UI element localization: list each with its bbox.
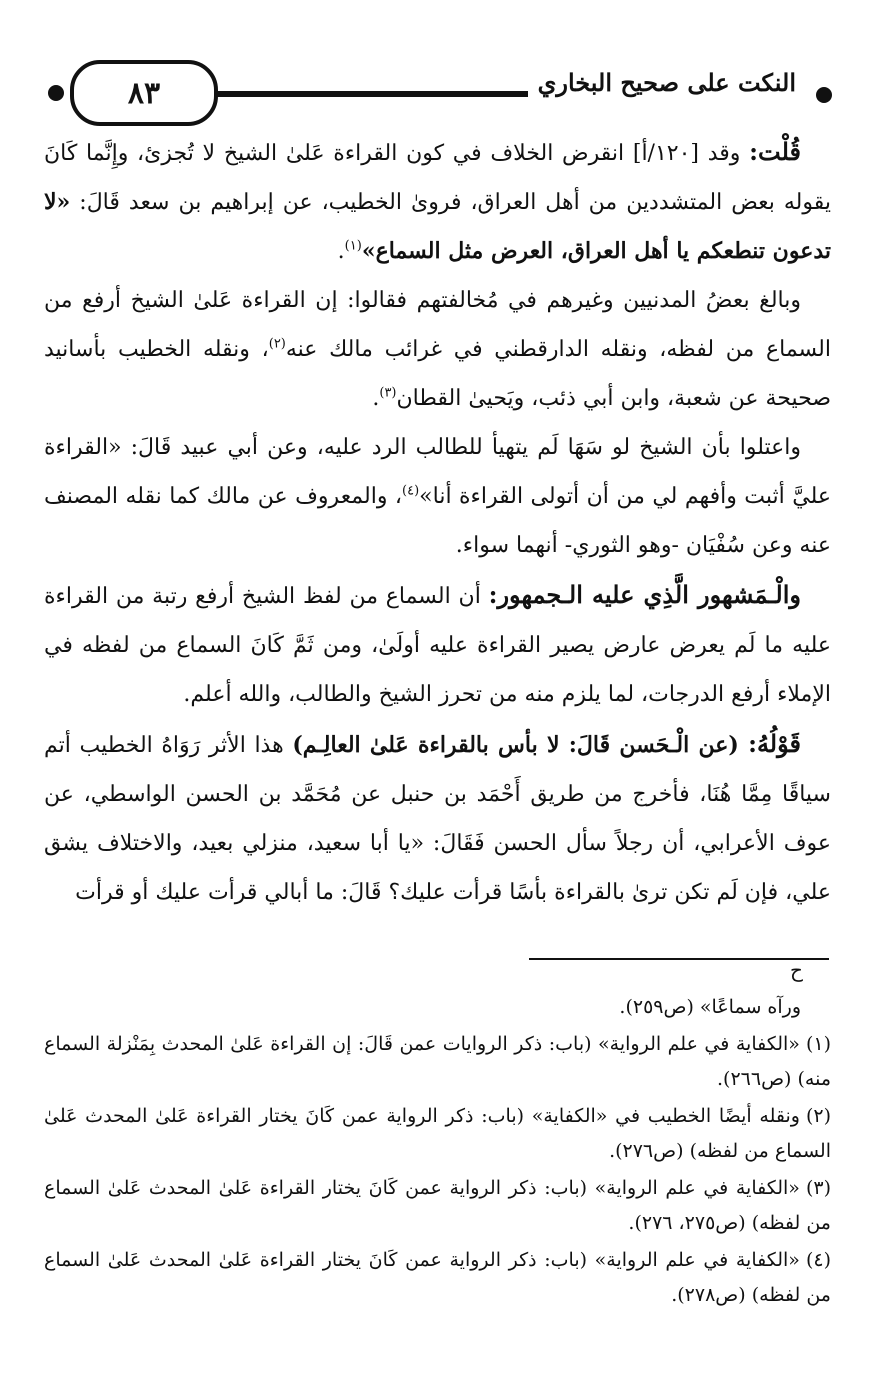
paragraph-5-text: هذا الأثر رَوَاهُ الخطيب أتم سياقًا مِمَّا هُنَا، فأخرج من طريق أَحْمَد بن حنبل عن مُحَمَّد بن الحسن الواسطي، عن عوف الأعرابي، أن رجلاً سأل الحسن فَقَالَ: «يا أبا سعيد، منزلي بعيد، والاختلاف يشق علي، فإن لَم تكن ترىٰ بالقراءة بأسًا قرأت عليك؟ قَالَ: ما أبالي قرأت عليك أو قرأت <box>44 733 831 905</box>
paragraph-1 <box>44 127 831 276</box>
paragraph-5 <box>44 719 831 917</box>
running-title: النكت على صحيح البخاري <box>528 68 806 97</box>
footnote-2 <box>44 1099 831 1169</box>
paragraph-1-quote: «لا تدعون تنطعكم يا أهل العراق، العرض مثل السماع» <box>44 189 831 264</box>
footnote-text: «الكفاية في علم الرواية» (باب: ذكر الرواية عمن كَانَ يختار القراءة عَلىٰ المحدث عَلىٰ السماع من لفظه) (ص٢٧٥، ٢٧٦). <box>44 1177 831 1234</box>
paragraph-5-lead: قَوْلُهُ: <box>748 729 801 758</box>
page-header <box>40 58 840 118</box>
footnote-continuation-mark: ح <box>790 958 803 982</box>
paragraph-2-text-1: وبالغ بعضُ المدنيين وغيرهم في مُخالفتهم فقالوا: إن القراءة عَلىٰ الشيخ أرفع من السماع من لفظه، ونقله الدارقطني في غرائب مالك عنه <box>44 288 831 362</box>
paragraph-2-text-2: ، ونقله الخطيب بأسانيد صحيحة عن شعبة، وابن أبي ذئب، ويَحيىٰ القطان <box>44 337 831 411</box>
footnote-number: (٣) <box>805 1177 831 1199</box>
page-number: ٨٣ <box>70 60 218 126</box>
paragraph-1-lead: قُلْت: <box>749 137 801 166</box>
paragraph-1-text: وقد [١٢٠/أ] انقرض الخلاف في كون القراءة عَلىٰ الشيخ لا تُجزئ، وإِنَّما كَانَ يقوله بعض المتشددين من أهل العراق، فروىٰ الخطيب، عن إبراهيم بن سعد قَالَ: <box>44 141 831 215</box>
header-left-ornament <box>48 85 64 101</box>
footnote-ref-2[interactable]: (٢) <box>268 336 286 352</box>
footnotes <box>44 990 831 1315</box>
header-right-ornament <box>816 87 832 103</box>
paragraph-4-lead: والْـمَشهور الَّذِي عليه الـجمهور: <box>488 580 801 609</box>
footnote-text: «الكفاية في علم الرواية» (باب: ذكر الروايات عمن قَالَ: إن القراءة عَلىٰ المحدث بِمَنْزلة السماع منه) (ص٢٦٦). <box>44 1033 831 1090</box>
footnote-text: «الكفاية في علم الرواية» (باب: ذكر الرواية عمن كَانَ يختار القراءة عَلىٰ المحدث عَلىٰ السماع من لفظه) (ص٢٧٨). <box>44 1249 831 1306</box>
footnote-ref-4[interactable]: (٤) <box>402 483 420 499</box>
paragraph-4 <box>44 570 831 719</box>
footnote-separator <box>529 958 829 960</box>
paragraph-3 <box>44 423 831 570</box>
main-text <box>44 127 831 917</box>
paragraph-2 <box>44 276 831 423</box>
footnote-number: (٢) <box>805 1105 831 1127</box>
paragraph-1-end: . <box>337 239 345 264</box>
footnote-continuation: ورآه سماعًا» (ص٢٥٩). <box>619 996 801 1018</box>
footnote-number: (٤) <box>805 1249 831 1271</box>
footnote-1 <box>44 1027 831 1097</box>
paragraph-3-text-1: واعتلوا بأن الشيخ لو سَهَا لَم يتهيأ للطالب الرد عليه، وعن أبي عبيد قَالَ: «القراءة عليَّ أثبت وأفهم لي من أن أتولى القراءة أنا» <box>44 435 831 509</box>
footnote-4 <box>44 1243 831 1313</box>
footnote-number: (١) <box>805 1033 831 1055</box>
paragraph-4-text: أن السماع من لفظ الشيخ أرفع رتبة من القراءة عليه ما لَم يعرض عارض يصير القراءة عليه أولَىٰ، ومن ثَمَّ كَانَ السماع من لفظه في الإملاء أرفع الدرجات، لما يلزم منه من تحرز الشيخ والطالب، والله أعلم. <box>44 584 831 707</box>
footnote-ref-3[interactable]: (٣) <box>379 385 397 401</box>
footnote-ref-1[interactable]: (١) <box>344 238 362 254</box>
paragraph-5-quote: (عن الْـحَسن قَالَ: لا بأس بالقراءة عَلىٰ العالِـم) <box>292 732 749 758</box>
footnote-3 <box>44 1171 831 1241</box>
footnote-text: ونقله أيضًا الخطيب في «الكفاية» (باب: ذكر الرواية عمن كَانَ يختار القراءة عَلىٰ المحدث عَلىٰ السماع من لفظه) (ص٢٧٦). <box>44 1105 831 1162</box>
paragraph-3-text-2: ، والمعروف عن مالك كما نقله المصنف عنه وعن سُفْيَان -وهو الثوري- أنهما سواء. <box>44 484 831 558</box>
paragraph-2-end: . <box>372 386 380 411</box>
